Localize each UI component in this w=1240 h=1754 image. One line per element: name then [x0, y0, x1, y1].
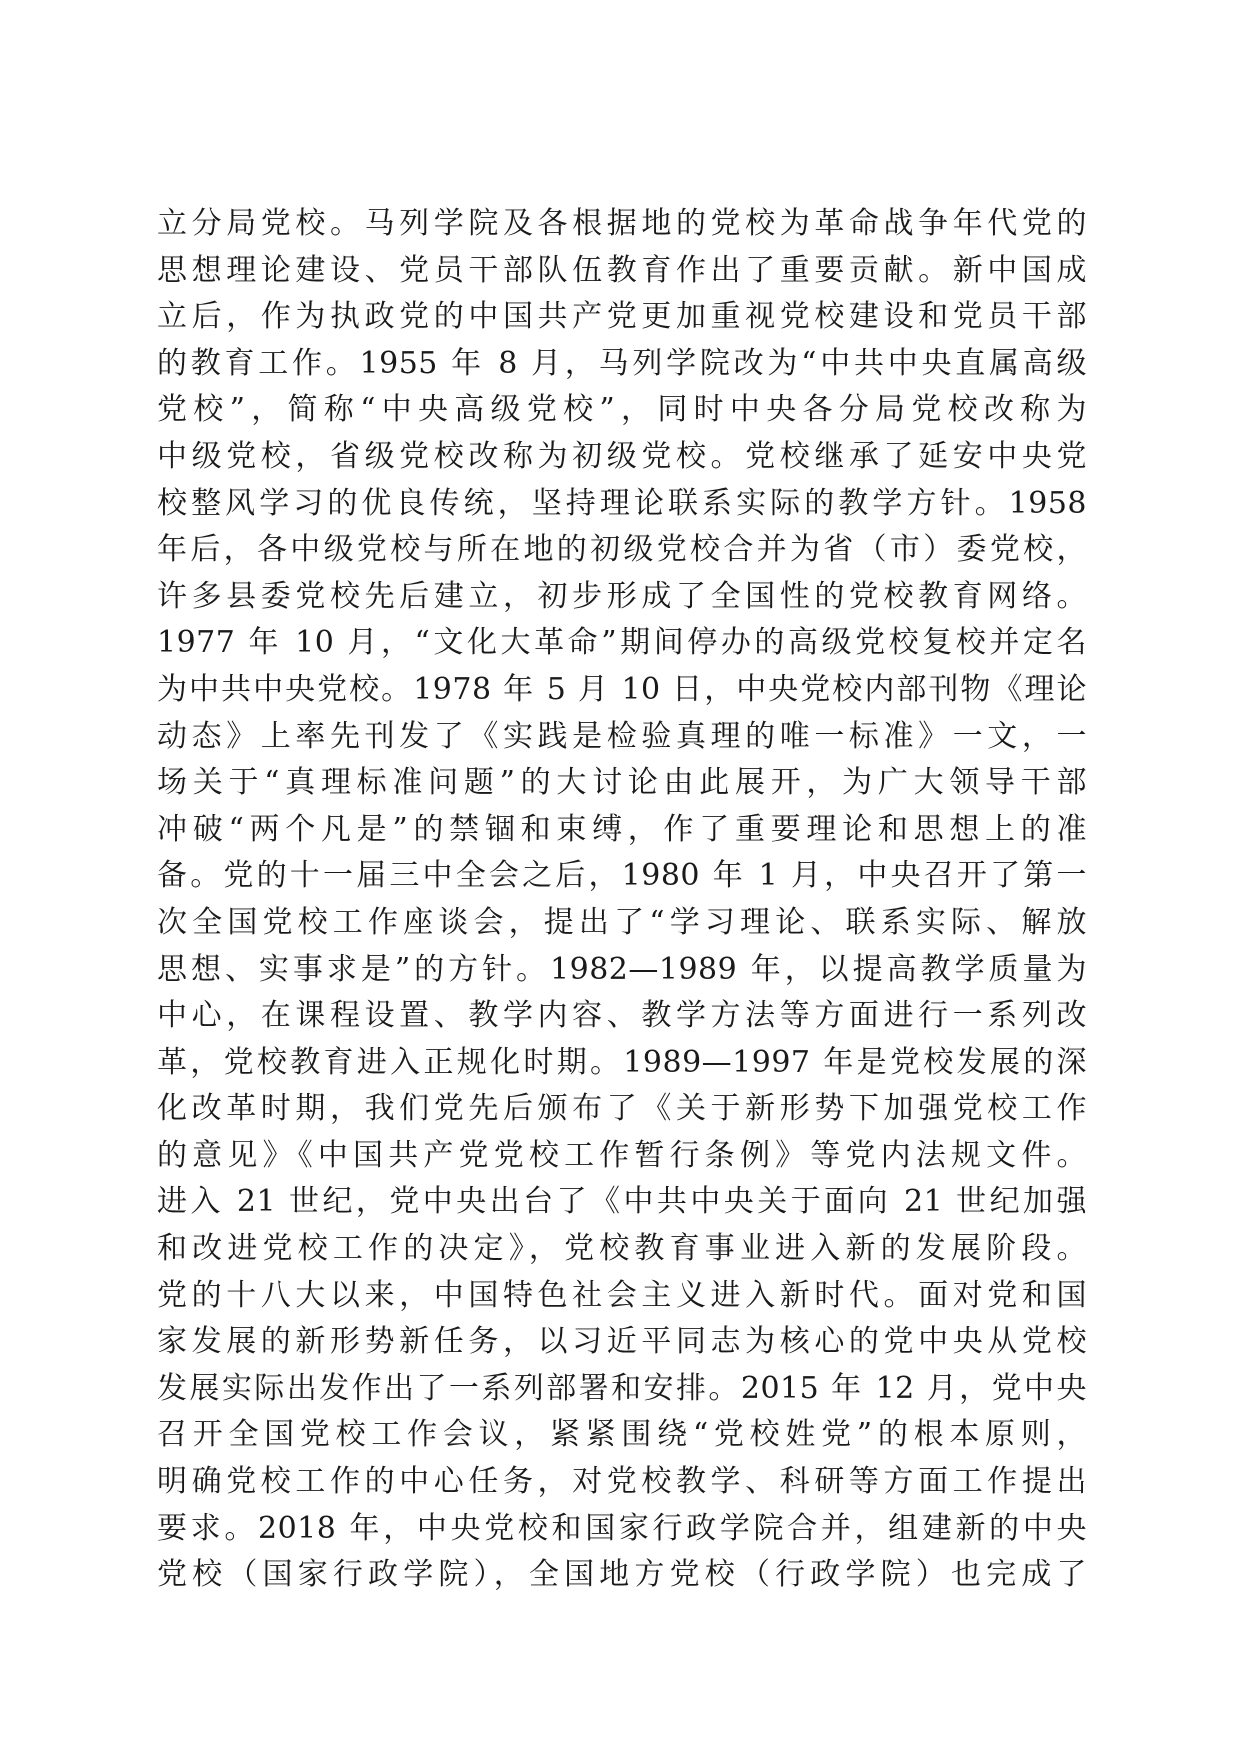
text-line: 立分局党校。马列学院及各根据地的党校为革命战争年代党的 [157, 206, 1087, 241]
text-line: 明确党校工作的中心任务，对党校教学、科研等方面工作提出 [157, 1464, 1087, 1500]
text-line: 中心，在课程设置、教学内容、教学方法等方面进行一系列改 [157, 998, 1087, 1034]
text-line: 次全国党校工作座谈会，提出了“学习理论、联系实际、解放 [157, 904, 1087, 940]
text-line: 立后，作为执政党的中国共产党更加重视党校建设和党员干部 [157, 299, 1087, 335]
text-line: 思想、实事求是”的方针。1982—1989 年，以提高教学质量为 [157, 951, 1087, 987]
text-line: 党的十八大以来，中国特色社会主义进入新时代。面对党和国 [157, 1277, 1087, 1313]
text-line: 年后，各中级党校与所在地的初级党校合并为省（市）委党校， [157, 532, 1087, 568]
text-line: 思想理论建设、党员干部队伍教育作出了重要贡献。新中国成 [157, 252, 1087, 288]
text-line: 家发展的新形势新任务，以习近平同志为核心的党中央从党校 [157, 1324, 1087, 1360]
text-line: 发展实际出发作出了一系列部署和安排。2015 年 12 月，党中央 [157, 1370, 1087, 1406]
text-line: 1977 年 10 月，“文化大革命”期间停办的高级党校复校并定名 [157, 625, 1087, 661]
text-line: 党校（国家行政学院），全国地方党校（行政学院）也完成了 [157, 1557, 1087, 1593]
text-line: 动态》上率先刊发了《实践是检验真理的唯一标准》一文，一 [157, 718, 1087, 754]
text-line: 和改进党校工作的决定》，党校教育事业进入新的发展阶段。 [157, 1231, 1087, 1267]
text-line: 校整风学习的优良传统，坚持理论联系实际的教学方针。1958 [157, 485, 1087, 521]
body-text [157, 201, 1087, 1599]
text-line: 备。党的十一届三中全会之后，1980 年 1 月，中央召开了第一 [157, 858, 1087, 894]
text-line: 许多县委党校先后建立，初步形成了全国性的党校教育网络。 [157, 578, 1087, 614]
text-line: 要求。2018 年，中央党校和国家行政学院合并，组建新的中央 [157, 1510, 1087, 1546]
text-line: 召开全国党校工作会议，紧紧围绕“党校姓党”的根本原则， [157, 1417, 1087, 1453]
text-line: 革，党校教育进入正规化时期。1989—1997 年是党校发展的深 [157, 1044, 1087, 1080]
text-line: 场关于“真理标准问题”的大讨论由此展开，为广大领导干部 [157, 765, 1087, 801]
text-line: 进入 21 世纪，党中央出台了《中共中央关于面向 21 世纪加强 [157, 1184, 1087, 1220]
text-line: 化改革时期，我们党先后颁布了《关于新形势下加强党校工作 [157, 1091, 1087, 1127]
text-line: 为中共中央党校。1978 年 5 月 10 日，中央党校内部刊物《理论 [157, 671, 1087, 707]
text-line: 的意见》《中国共产党党校工作暂行条例》等党内法规文件。 [157, 1137, 1087, 1173]
text-line: 冲破“两个凡是”的禁锢和束缚，作了重要理论和思想上的准 [157, 811, 1087, 847]
text-line: 的教育工作。1955 年 8 月，马列学院改为“中共中央直属高级 [157, 345, 1087, 381]
text-line: 党校”，简称“中央高级党校”，同时中央各分局党校改称为 [157, 392, 1087, 428]
text-line: 中级党校，省级党校改称为初级党校。党校继承了延安中央党 [157, 438, 1087, 474]
